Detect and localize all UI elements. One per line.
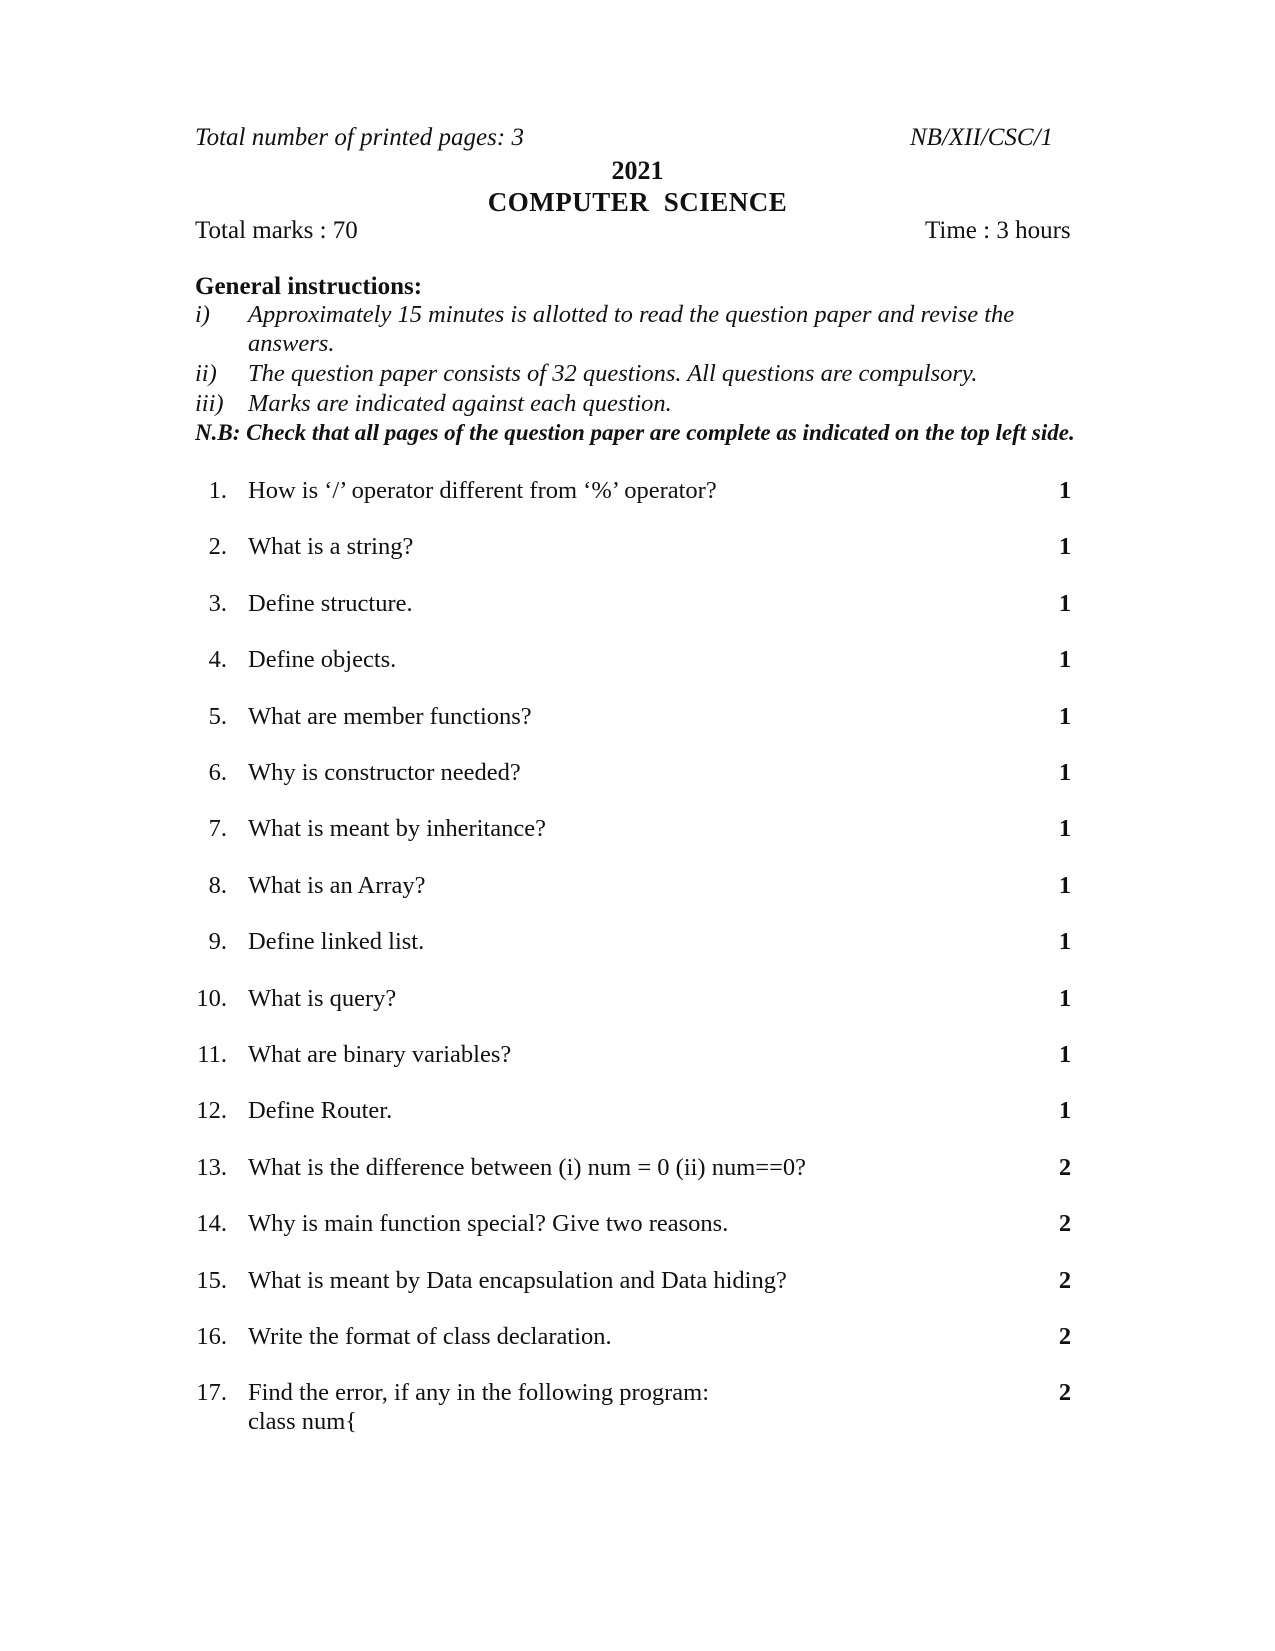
question-number: 13.	[196, 1154, 227, 1181]
question-marks: 2	[1058, 1267, 1072, 1294]
instruction-text: Approximately 15 minutes is allotted to read the question paper and revise the	[248, 301, 1015, 328]
instruction-number: ii)	[195, 360, 217, 387]
question-marks: 1	[1058, 815, 1072, 842]
question-text: Why is main function special? Give two reasons.	[248, 1210, 729, 1237]
question-marks: 1	[1058, 759, 1072, 786]
question-marks: 1	[1058, 1041, 1072, 1068]
instruction-number: i)	[195, 301, 210, 328]
printed-pages-note: Total number of printed pages: 3	[195, 124, 524, 151]
question-marks: 2	[1058, 1210, 1072, 1237]
question-number: 3.	[208, 590, 227, 617]
question-text: What is the difference between (i) num = 0 (ii) num==0?	[248, 1154, 807, 1181]
question-number: 14.	[196, 1210, 227, 1237]
instruction-text-continued: answers.	[248, 330, 335, 357]
question-number: 5.	[208, 703, 227, 730]
question-marks: 1	[1058, 703, 1072, 730]
question-number: 10.	[196, 985, 227, 1012]
question-text: What is a string?	[248, 533, 414, 560]
question-marks: 1	[1058, 590, 1072, 617]
question-marks: 1	[1058, 872, 1072, 899]
question-text: What are binary variables?	[248, 1041, 512, 1068]
question-number: 11.	[197, 1041, 227, 1068]
question-number: 16.	[196, 1323, 227, 1350]
question-text: What is meant by inheritance?	[248, 815, 546, 842]
question-number: 2.	[208, 533, 227, 560]
paper-code: NB/XII/CSC/1	[910, 124, 1054, 151]
question-text: Define objects.	[248, 646, 397, 673]
question-number: 15.	[196, 1267, 227, 1294]
question-text: Define linked list.	[248, 928, 425, 955]
question-number: 9.	[208, 928, 227, 955]
question-text-continued: class num{	[248, 1408, 358, 1435]
question-marks: 2	[1058, 1379, 1072, 1406]
exam-year: 2021	[611, 156, 664, 185]
question-number: 7.	[208, 815, 227, 842]
instruction-text: The question paper consists of 32 questions. All questions are compulsory.	[248, 360, 978, 387]
instruction-number: iii)	[195, 390, 224, 417]
question-text: Write the format of class declaration.	[248, 1323, 612, 1350]
question-text: Why is constructor needed?	[248, 759, 521, 786]
question-marks: 1	[1058, 928, 1072, 955]
time-allowed: Time : 3 hours	[925, 217, 1071, 244]
question-text: What are member functions?	[248, 703, 532, 730]
question-text: How is ‘/’ operator different from ‘%’ operator?	[248, 477, 717, 504]
question-number: 1.	[208, 477, 227, 504]
nb-note: N.B: Check that all pages of the question paper are complete as indicated on the top left side.	[195, 420, 1075, 445]
question-marks: 2	[1058, 1323, 1072, 1350]
question-marks: 2	[1058, 1154, 1072, 1181]
question-text: Define Router.	[248, 1097, 393, 1124]
question-text: Define structure.	[248, 590, 413, 617]
question-number: 17.	[196, 1379, 227, 1406]
question-number: 6.	[208, 759, 227, 786]
question-text: What is query?	[248, 985, 397, 1012]
question-number: 4.	[208, 646, 227, 673]
subject-title: COMPUTER SCIENCE	[487, 187, 788, 217]
total-marks: Total marks : 70	[195, 217, 358, 244]
question-marks: 1	[1058, 646, 1072, 673]
question-marks: 1	[1058, 985, 1072, 1012]
question-text: What is meant by Data encapsulation and Data hiding?	[248, 1267, 787, 1294]
question-text: What is an Array?	[248, 872, 426, 899]
instruction-text: Marks are indicated against each question.	[248, 390, 672, 417]
instructions-title: General instructions:	[195, 273, 423, 300]
question-marks: 1	[1058, 533, 1072, 560]
question-text: Find the error, if any in the following program:	[248, 1379, 710, 1406]
question-marks: 1	[1058, 1097, 1072, 1124]
question-number: 12.	[196, 1097, 227, 1124]
question-number: 8.	[208, 872, 227, 899]
question-marks: 1	[1058, 477, 1072, 504]
